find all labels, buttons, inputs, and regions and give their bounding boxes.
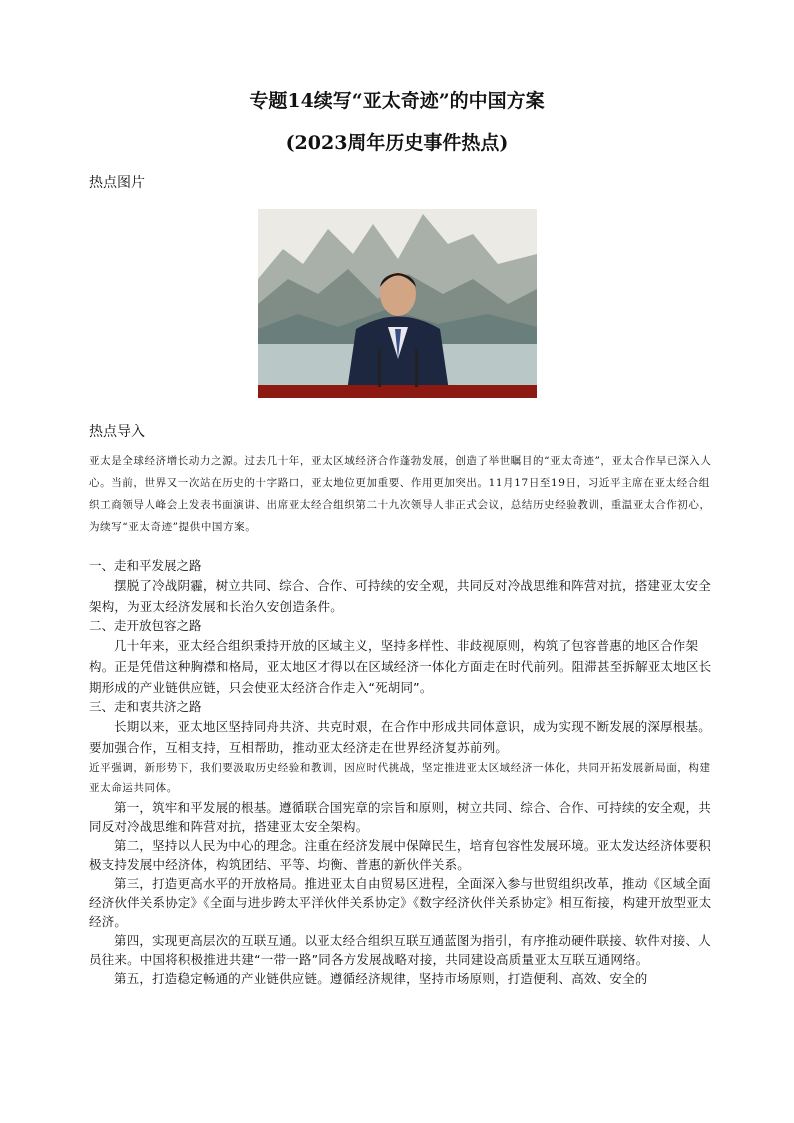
paragraph-peace: 摆脱了冷战阴霾，树立共同、综合、合作、可持续的安全观，共同反对冷战思维和阵营对抗，搭建亚太安全架构，为亚太经济发展和长治久安创造条件。 xyxy=(89,578,711,614)
heading-peaceful-development: 一、走和平发展之路 xyxy=(89,558,202,573)
section-hot-intro-label: 热点导入 xyxy=(89,424,145,440)
paragraph-fifth-point: 第五，打造稳定畅通的产业链供应链。遵循经济规律，坚持市场原则，打造便利、高效、安全的 xyxy=(114,971,648,986)
document-subtitle: (2023周年历史事件热点) xyxy=(285,132,509,154)
news-photo xyxy=(258,209,537,398)
paragraph-solidarity: 长期以来，亚太地区坚持同舟共济、共克时艰，在合作中形成共同体意识，成为实现不断发展的深厚根基。要加强合作，互相支持，互相帮助，推动亚太经济走在世界经济复苏前列。 xyxy=(89,719,711,755)
paragraph-fourth-point: 第四，实现更高层次的互联互通。以亚太经合组织互联互通蓝图为指引，有序推动硬件联接、软件对接、人员往来。中国将积极推进共建“一带一路”同各方发展战略对接，共同建设高质量亚太互联互通网络。 xyxy=(89,933,711,967)
section-hot-picture-label: 热点图片 xyxy=(89,175,145,191)
document-title: 专题14续写“亚太奇迹”的中国方案 xyxy=(249,90,545,112)
paragraph-xi-emphasis: 近平强调，新形势下，我们要汲取历史经验和教训，因应时代挑战，坚定推进亚太区域经济一体化，共同开拓发展新局面，构建亚太命运共同体。 xyxy=(89,762,711,794)
heading-solidarity: 三、走和衷共济之路 xyxy=(89,699,202,714)
intro-paragraph-block xyxy=(89,450,713,538)
heading-openness-inclusiveness: 二、走开放包容之路 xyxy=(89,618,202,633)
paragraph-third-point: 第三，打造更高水平的开放格局。推进亚太自由贸易区进程，全面深入参与世贸组织改革，推动《区域全面经济伙伴关系协定》《全面与进步跨太平洋伙伴关系协定》《数字经济伙伴关系协定》相互衔接，构建开放型亚太经济。 xyxy=(89,876,712,929)
intro-paragraph: 亚太是全球经济增长动力之源。过去几十年，亚太区域经济合作蓬勃发展，创造了举世瞩目的“亚太奇迹”，亚太合作早已深入人心。当前，世界又一次站在历史的十字路口，亚太地位更加重要、作用更加突出。11月17日至19日，习近平主席在亚太经合组织工商领导人峰会上发表书面演讲、出席亚太经合组织第二十九次领导人非正式会议，总结历史经验教训，重温亚太合作初心，为续写“亚太奇迹”提供中国方案。 xyxy=(89,455,712,533)
main-body xyxy=(89,557,713,988)
paragraph-second-point: 第二，坚持以人民为中心的理念。注重在经济发展中保障民生，培育包容性发展环境。亚太发达经济体要积极支持发展中经济体，构筑团结、平等、均衡、普惠的新伙伴关系。 xyxy=(89,838,711,872)
paragraph-openness: 几十年来，亚太经合组织秉持开放的区域主义，坚持多样性、非歧视原则，构筑了包容普惠的地区合作架构。正是凭借这种胸襟和格局，亚太地区才得以在区域经济一体化方面走在时代前列。阻滞甚至拆解亚太地区长期形成的产业链供应链，只会使亚太经济合作走入“死胡同”。 xyxy=(89,638,712,695)
paragraph-first-point: 第一，筑牢和平发展的根基。遵循联合国宪章的宗旨和原则，树立共同、综合、合作、可持续的安全观，共同反对冷战思维和阵营对抗，搭建亚太安全架构。 xyxy=(89,800,711,834)
